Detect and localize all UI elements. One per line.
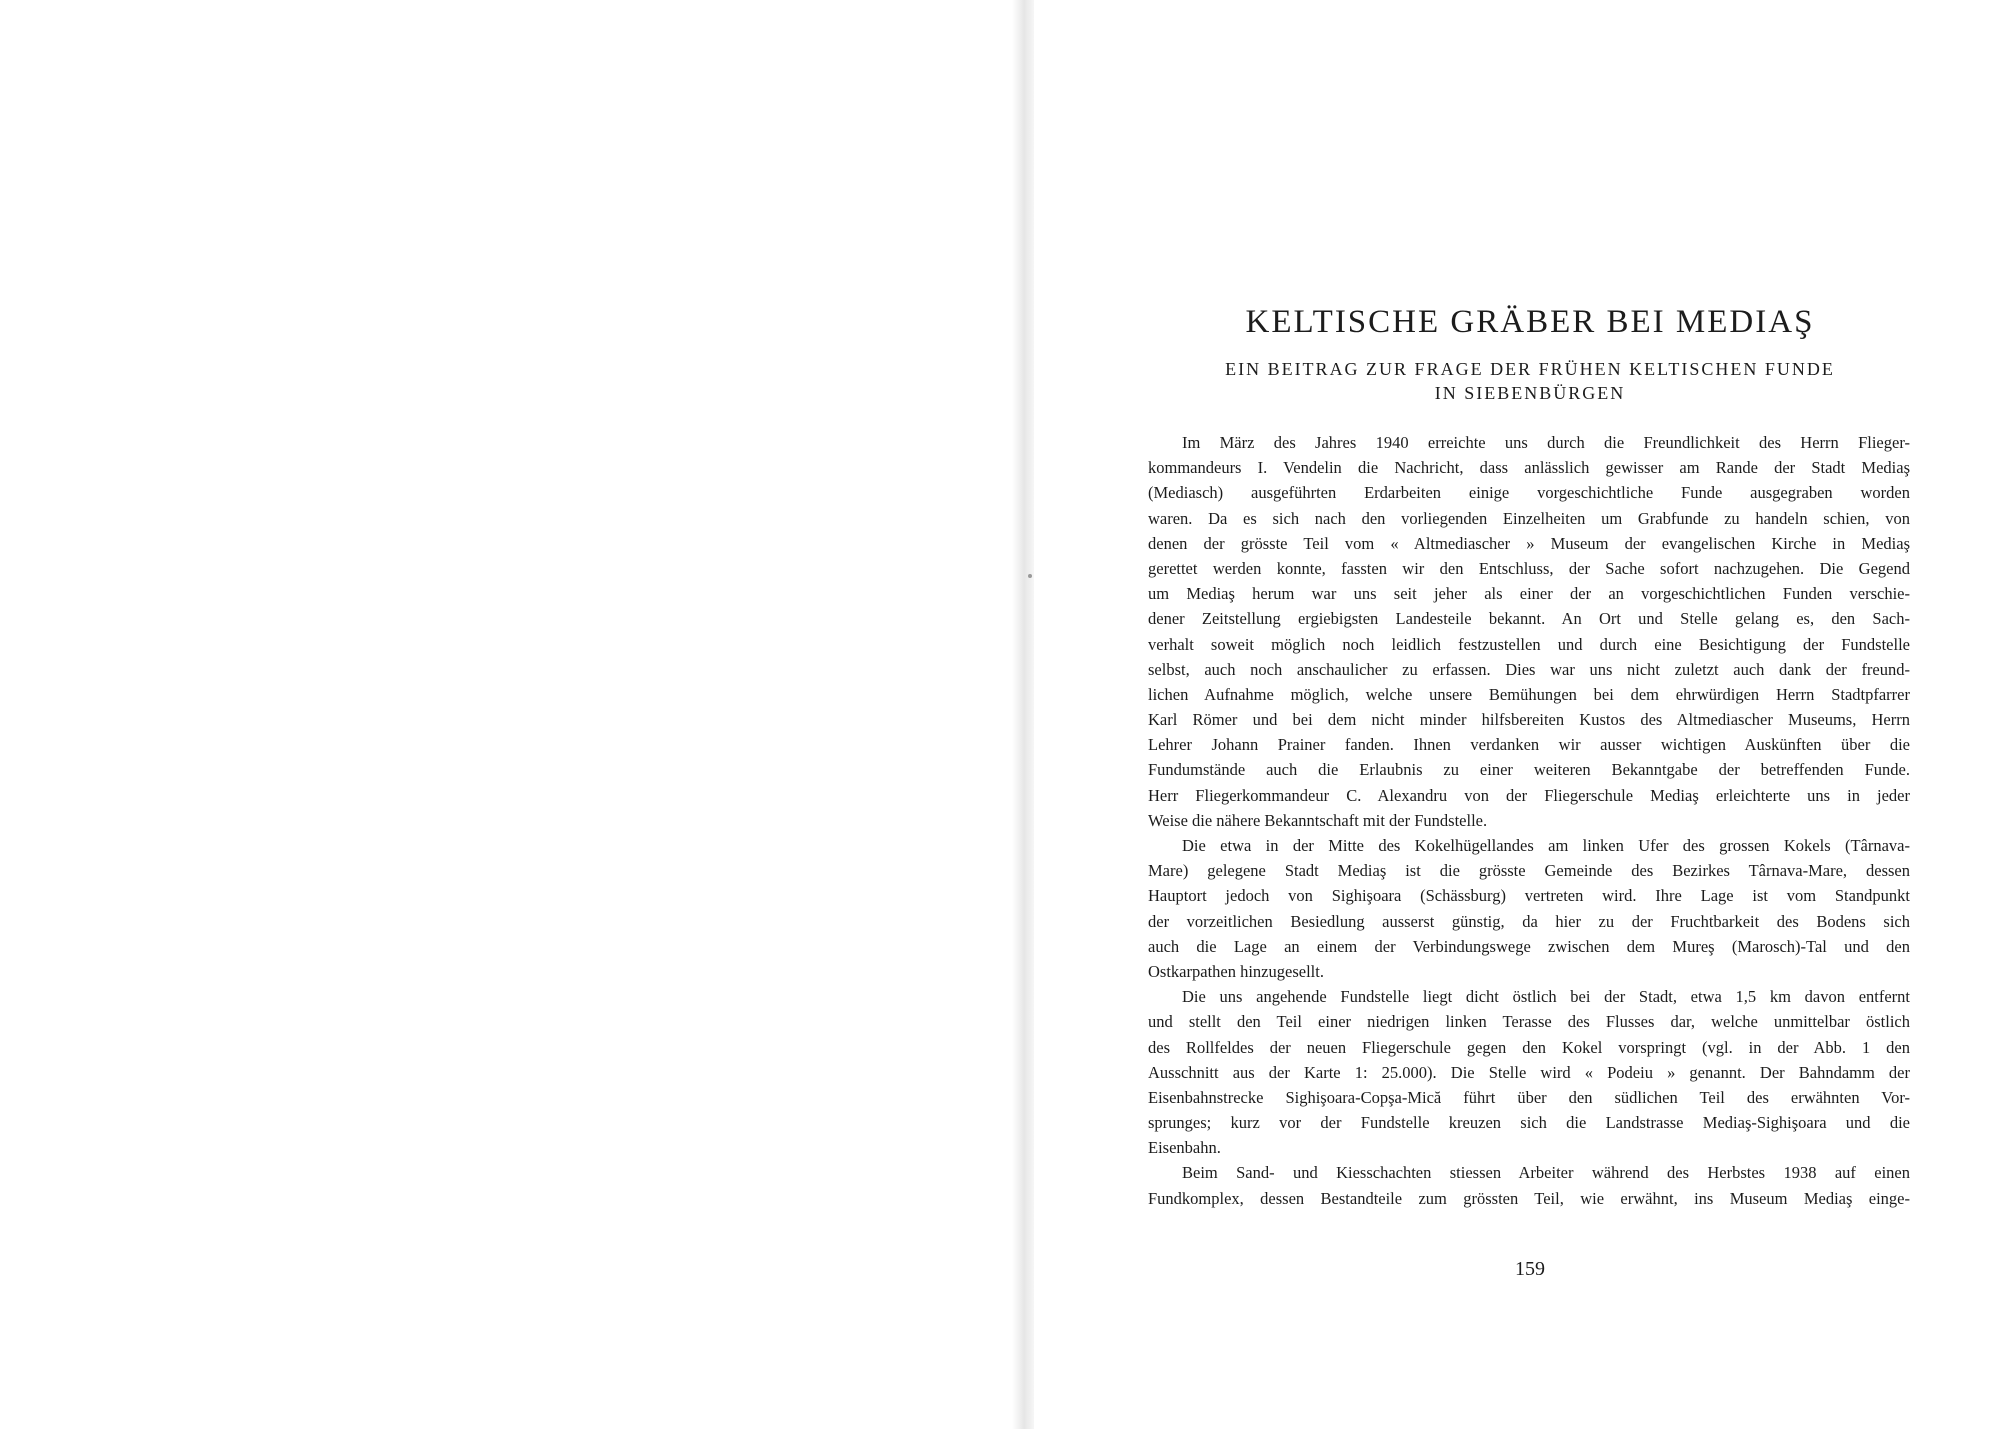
body-line: Fundumstände auch die Erlaubnis zu einer weiteren Bekanntgabe der betreffenden Funde.: [1148, 760, 1910, 780]
article-subtitle: [1150, 357, 1910, 405]
body-line: verhalt soweit möglich noch leidlich festzustellen und durch eine Besichtigung der Fundstelle: [1148, 634, 1910, 654]
article-title: KELTISCHE GRÄBER BEI MEDIAŞ: [1245, 304, 1815, 340]
body-line: sprunges; kurz vor der Fundstelle kreuzen sich die Landstrasse Mediaş-Sighişoara und die: [1148, 1113, 1910, 1133]
body-line: selbst, auch noch anschaulicher zu erfassen. Dies war uns nicht zuletzt auch dank der freund-: [1148, 659, 1910, 679]
book-gutter: [1012, 0, 1034, 1429]
body-line: Mare) gelegene Stadt Mediaş ist die grösste Gemeinde des Bezirkes Târnava-Mare, dessen: [1148, 861, 1910, 881]
subtitle-line-1: EIN BEITRAG ZUR FRAGE DER FRÜHEN KELTISCHEN FUNDE: [1225, 359, 1835, 379]
article-body: [1148, 430, 1910, 1211]
body-line: gerettet werden konnte, fassten wir den Entschluss, der Sache sofort nachzugehen. Die Gegend: [1148, 558, 1910, 578]
body-line: Lehrer Johann Prainer fanden. Ihnen verdanken wir ausser wichtigen Auskünften über die: [1148, 735, 1910, 755]
body-line: kommandeurs I. Vendelin die Nachricht, dass anlässlich gewisser am Rande der Stadt Mediaş: [1148, 458, 1910, 478]
body-line: des Rollfeldes der neuen Fliegerschule gegen den Kokel vorspringt (vgl. in der Abb. 1 den: [1148, 1037, 1910, 1057]
subtitle-line-2: IN SIEBENBÜRGEN: [1434, 383, 1626, 403]
body-line: und stellt den Teil einer niedrigen linken Terasse des Flusses dar, welche unmittelbar östlich: [1148, 1012, 1910, 1032]
body-line: Fundkomplex, dessen Bestandteile zum grössten Teil, wie erwähnt, ins Museum Mediaş einge-: [1148, 1188, 1910, 1208]
body-line: (Mediasch) ausgeführten Erdarbeiten einige vorgeschichtliche Funde ausgegraben worden: [1148, 483, 1910, 503]
body-line: lichen Aufnahme möglich, welche unsere Bemühungen bei dem ehrwürdigen Herrn Stadtpfarrer: [1148, 684, 1910, 704]
body-line: Die uns angehende Fundstelle liegt dicht östlich bei der Stadt, etwa 1,5 km davon entfernt: [1182, 987, 1910, 1007]
body-line: Ausschnitt aus der Karte 1: 25.000). Die Stelle wird « Podeiu » genannt. Der Bahndamm der: [1148, 1062, 1910, 1082]
body-line: Beim Sand- und Kiesschachten stiessen Arbeiter während des Herbstes 1938 auf einen: [1182, 1163, 1910, 1183]
page-number: 159: [1515, 1258, 1545, 1280]
body-line: auch die Lage an einem der Verbindungswege zwischen dem Mureş (Marosch)-Tal und den: [1148, 936, 1910, 956]
body-line: waren. Da es sich nach den vorliegenden Einzelheiten um Grabfunde zu handeln schien, von: [1148, 508, 1910, 528]
body-line: Weise die nähere Bekanntschaft mit der Fundstelle.: [1148, 810, 1488, 830]
body-line: Karl Römer und bei dem nicht minder hilfsbereiten Kustos des Altmediascher Museums, Herrn: [1148, 710, 1910, 730]
body-line: Herr Fliegerkommandeur C. Alexandru von der Fliegerschule Mediaş erleichterte uns in jeder: [1148, 785, 1910, 805]
body-line: denen der grösste Teil vom « Altmediascher » Museum der evangelischen Kirche in Mediaş: [1148, 533, 1910, 553]
body-line: um Mediaş herum war uns seit jeher als einer der an vorgeschichtlichen Funden verschie-: [1148, 584, 1910, 604]
body-line: dener Zeitstellung ergiebigsten Landesteile bekannt. An Ort und Stelle gelang es, den Sach-: [1148, 609, 1910, 629]
body-line: der vorzeitlichen Besiedlung ausserst günstig, da hier zu der Fruchtbarkeit des Bodens sich: [1148, 911, 1910, 931]
body-line: Eisenbahnstrecke Sighişoara-Copşa-Mică führt über den südlichen Teil des erwähnten Vor-: [1148, 1087, 1910, 1107]
body-line: Hauptort jedoch von Sighişoara (Schässburg) vertreten wird. Ihre Lage ist vom Standpunkt: [1148, 886, 1910, 906]
gutter-mark: [1028, 574, 1032, 578]
body-line: Eisenbahn.: [1148, 1138, 1221, 1158]
body-line: Im März des Jahres 1940 erreichte uns durch die Freundlichkeit des Herrn Flieger-: [1182, 433, 1910, 452]
body-line: Die etwa in der Mitte des Kokelhügellandes am linken Ufer des grossen Kokels (Târnava-: [1182, 836, 1910, 855]
body-line: Ostkarpathen hinzugesellt.: [1148, 961, 1324, 981]
